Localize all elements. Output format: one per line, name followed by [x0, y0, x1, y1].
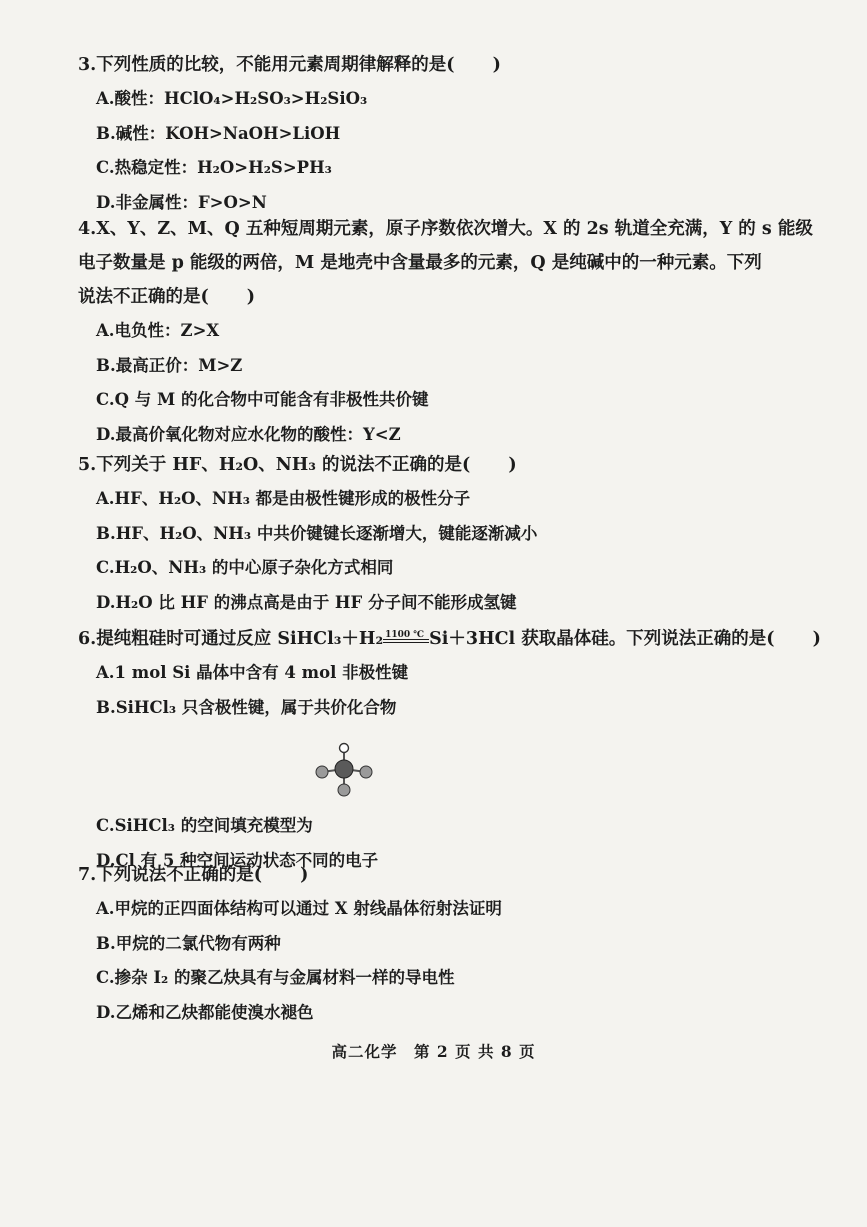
- question-5: [78, 448, 818, 620]
- question-7: [78, 858, 818, 1030]
- question-3-option-b: B.碱性：KOH>NaOH>LiOH: [96, 123, 341, 143]
- question-6-paren: ): [812, 629, 821, 649]
- question-6-option-d: D.Cl 有 5 种空间运动状态不同的电子: [96, 850, 379, 870]
- question-6: [78, 622, 821, 878]
- question-7-option-a: A.甲烷的正四面体结构可以通过 X 射线晶体衍射法证明: [96, 899, 502, 918]
- question-6-option-a: A.1 mol Si 晶体中含有 4 mol 非极性键: [96, 663, 409, 682]
- question-4-stem-line3: 说法不正确的是(: [78, 287, 209, 307]
- question-4-option-c: C.Q 与 M 的化合物中可能含有非极性共价键: [96, 390, 429, 409]
- question-5-paren: ): [508, 455, 517, 475]
- question-4-option-b: B.最高正价：M>Z: [96, 355, 243, 375]
- question-3-paren: ): [492, 55, 501, 75]
- sihcl3-model-icon: [310, 742, 382, 798]
- question-3: [78, 48, 818, 220]
- question-3-stem: 3.下列性质的比较，不能用元素周期律解释的是(: [78, 55, 455, 75]
- question-4-stem-line2: 电子数量是 p 能级的两倍，M 是地壳中含量最多的元素，Q 是纯碱中的一种元素。下列: [78, 253, 762, 273]
- reaction-condition: 1100 ℃: [383, 630, 429, 650]
- question-7-option-b: B.甲烷的二氯代物有两种: [96, 933, 281, 953]
- question-6-option-c: C.SiHCl₃ 的空间填充模型为: [96, 816, 313, 835]
- question-3-option-c: C.热稳定性：H₂O>H₂S>PH₃: [96, 158, 332, 177]
- question-4-option-d: D.最高价氧化物对应水化物的酸性：Y<Z: [96, 424, 401, 444]
- question-7-option-c: C.掺杂 I₂ 的聚乙炔具有与金属材料一样的导电性: [96, 968, 455, 987]
- question-4-paren: ): [246, 287, 256, 307]
- question-4: [78, 212, 818, 452]
- question-7-option-d: D.乙烯和乙炔都能使溴水褪色: [96, 1002, 314, 1022]
- question-6-stem-a: 6.提纯粗硅时可通过反应 SiHCl₃＋H₂: [78, 629, 384, 649]
- question-3-option-d: D.非金属性：F>O>N: [96, 192, 267, 212]
- question-4-stem: 4.X、Y、Z、M、Q 五种短周期元素，原子序数依次增大。X 的 2s 轨道全充满，Y 的 s 能级: [78, 219, 813, 239]
- question-6-stem-b: Si＋3HCl 获取晶体硅。下列说法正确的是(: [429, 629, 775, 649]
- question-7-paren: ): [300, 865, 309, 885]
- question-4-option-a: A.电负性：Z>X: [96, 321, 220, 340]
- page-footer: 高二化学 第 2 页 共 8 页: [331, 1042, 536, 1061]
- question-5-option-a: A.HF、H₂O、NH₃ 都是由极性键形成的极性分子: [96, 489, 471, 508]
- question-3-option-a: A.酸性：HClO₄>H₂SO₃>H₂SiO₃: [96, 89, 368, 108]
- question-5-option-c: C.H₂O、NH₃ 的中心原子杂化方式相同: [96, 558, 394, 577]
- question-5-stem: 5.下列关于 HF、H₂O、NH₃ 的说法不正确的是(: [78, 455, 471, 475]
- question-5-option-d: D.H₂O 比 HF 的沸点高是由于 HF 分子间不能形成氢键: [96, 592, 517, 612]
- question-7-stem: 7.下列说法不正确的是(: [78, 865, 263, 885]
- question-6-option-b: B.SiHCl₃ 只含极性键，属于共价化合物: [96, 697, 397, 717]
- question-5-option-b: B.HF、H₂O、NH₃ 中共价键键长逐渐增大，键能逐渐减小: [96, 523, 538, 543]
